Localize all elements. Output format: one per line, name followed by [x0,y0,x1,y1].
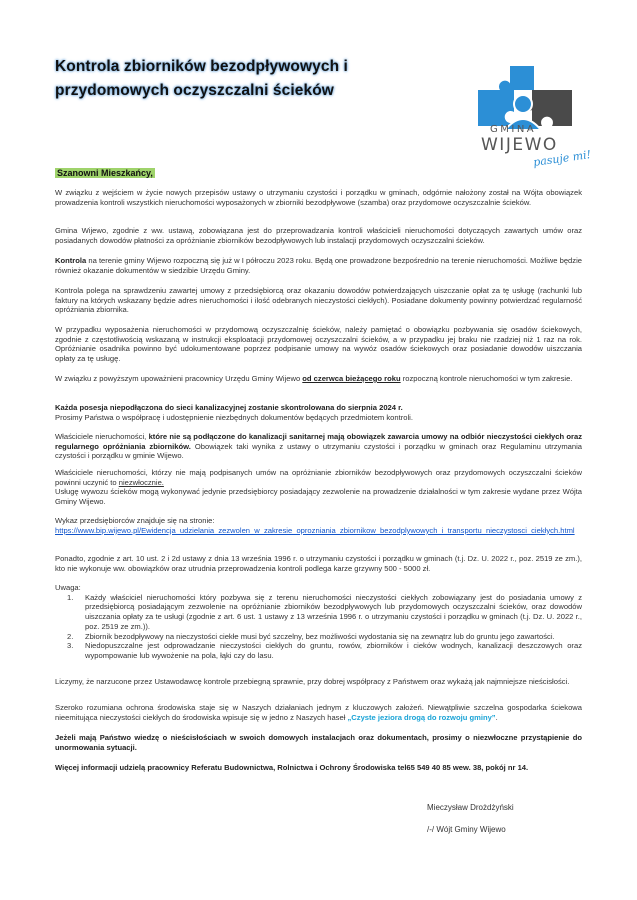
paragraph-6-post: rozpoczną kontrole nieruchomości w tym zakresie. [400,374,573,383]
paragraph-9-pre: Właściciele nieruchomości, którzy nie mają podpisanych umów na opróżnianie zbiorników bezodpływowych oraz przydomowych oczyszczalni ścieków powinni uczynić to [55,468,582,487]
paragraph-2-text: Gmina Wijewo, zgodnie z ww. ustawą, zobowiązana jest do przeprowadzania kontroli właścicieli nieruchomości dotyczących zawartych umów oraz posiadanych dowodów płatności za opróżnianie zbiorników bezodpływowych lub instalacji przydomowych oczyszczalni ścieków. [55,226,582,245]
paragraph-7-rest: Prosimy Państwa o współpracę i udostępnienie niezbędnych dokumentów będących przedmiotem kontroli. [55,412,413,422]
note-text: Każdy właściciel nieruchomości który pozbywa się z terenu nieruchomości nieczystości ciekłych zobowiązany jest do posiadania umowy z przedsiębiorcą posiadającym zezwolenie na opróżnianie zbiorników bezodpływowych lub przydomowych oczyszczalni ścieków, oraz dowodów uiszczania opłaty za te usługi (zgodnie z art. 6 ust. 1 ustawy z 13 września 1996 r. o utrzymaniu czystości i porządku w gminach (t.j. Dz. U. 2022 r., poz. 2519 ze zm.)). [85,592,582,631]
note-number: 3. [67,641,74,651]
paragraph-11-text: Ponadto, zgodnie z art. 10 ust. 2 i 2d ustawy z dnia 13 września 1996 r. o utrzymaniu czystości i porządku w gminach (t.j. Dz. U. 2022 r., poz. 2519 ze zm.), kto nie wykonuje ww. obowiązków oraz utrudnia przeprowadzenia kontroli podlega karze grzywny 500 - 5000 zł. [55,554,582,573]
paragraph-4 [55,286,582,315]
paragraph-1 [55,188,582,207]
paragraph-2 [55,226,582,245]
greeting: Szanowni Mieszkańcy, [57,168,153,178]
note-item [55,593,582,632]
paragraph-3-bold: Kontrola [55,256,87,265]
paragraph-8-post: Obowiązek taki wynika z ustawy o utrzymaniu czystości i porządku w gminach oraz Regulaminu utrzymania czystości i porządku w gminie Wijewo. [55,441,582,461]
paragraph-9-line2: Usługę wywozu ścieków mogą wykonywać jedynie przedsiębiorcy posiadający zezwolenie na prowadzenie działalności w tym zakresie wydane przez Wójta Gminy Wijewo. [55,487,582,507]
paragraph-10-text: Wykaz przedsiębiorców znajduje się na stronie: [55,516,215,525]
paragraph-13-post: . [495,712,498,722]
paragraph-14-text: Jeżeli mają Państwo wiedzę o nieścisłościach w swoich domowych instalacjach oraz dokumentach, prosimy o niezwłoczne przystąpienie do unormowania sytuacji. [55,733,582,752]
paragraph-12-text: Liczymy, że narzucone przez Ustawodawcę kontrole przebiegną sprawnie, przy dobrej współpracy z Państwem oraz wykażą jak najmniejsze nieścisłości. [55,677,570,686]
paragraph-11 [55,554,582,573]
paragraph-13-pre: Szeroko rozumiana ochrona środowiska staje się w Naszych działaniach jednym z kluczowych założeń. Niewątpliwie szczelna gospodarka ściekowa nieemitująca nieczystości ciekłych do środowiska wpisuje się w jedno z Naszych haseł [55,703,582,722]
note-number: 1. [67,592,74,602]
title-line-2: przydomowych oczyszczalni ścieków [55,82,334,99]
notes-heading: Uwaga: [55,583,81,592]
paragraph-7-bold: Każda posesja niepodłączona do sieci kanalizacyjnej zostanie skontrolowana do sierpnia 2024 r. [55,403,403,412]
paragraph-6-date: od czerwca bieżącego roku [302,374,401,383]
paragraph-5-text: W przypadku wyposażenia nieruchomości w przydomową oczyszczalnię ścieków, należy pamiętać o obowiązku pozbywania się osadów ściekowych, zgodnie z częstotliwością wskazaną w instrukcji eksploatacji przydomowej oczyszczalni ścieków, a w przypadku jej braku nie rzadziej niż 1 raz na rok. Opróżnianie osadnika powinno być udokumentowane poprzez podpisanie umowy na wywóz osadów ściekowych oraz posiadanie dowodów uiszczania opłaty za tę usługę. [55,325,582,364]
paragraph-9 [55,468,582,507]
campaign-slogan: „Czyste jeziora drogą do rozwoju gminy” [347,712,496,722]
paragraph-8 [55,432,582,461]
paragraph-13 [55,703,582,722]
notes-section [55,583,582,661]
paragraph-8-bold: które nie są podłączone do kanalizacji sanitarnej mają obowiązek zawarcia umowy na odbiór nieczystości ciekłych oraz regularnego opróżniania zbiorników. [55,432,583,451]
paragraph-3-rest: na terenie gminy Wijewo rozpoczną się już w I półroczu 2023 roku. Będą one prowadzone bezpośrednio na terenie nieruchomości. Możliwe będzie również okazanie dokumentów w siedzibie Urzędu Gminy. [55,256,582,275]
logo-word-gmina: GMINA [490,124,537,135]
paragraph-10 [55,516,582,535]
paragraph-4-text: Kontrola polega na sprawdzeniu zawartej umowy z przedsiębiorcą oraz okazaniu dowodów potwierdzających uiszczanie opłat za tę usługę (rachunki lub faktury na których wskazany będzie adres nieruchomości i ilość odebranych nieczystości ciekłych). Posiadane dokumenty powinny potwierdzać regularność opróżniania zbiornika. [55,286,582,315]
paragraph-7 [55,403,582,422]
note-item [55,641,582,660]
logo-word-wijewo: WIJEWO [481,135,558,155]
paragraph-9-underlined: niezwłocznie. [118,477,164,487]
paragraph-14 [55,733,582,752]
logo-slogan: pasuje mi! [532,148,592,169]
paragraph-5 [55,325,582,364]
signature-name: Mieczysław Drożdżyński [427,803,514,812]
paragraph-3 [55,256,582,275]
signature-role: /-/ Wójt Gminy Wijewo [427,825,506,834]
paragraph-1-text: W związku z wejściem w życie nowych przepisów ustawy o utrzymaniu czystości i porządku w gminach, odgórnie nałożony został na Wójta obowiązek prowadzenia kontroli wszystkich nieruchomości wyposażonych w zbiorniki bezodpływowe (szamba) oraz przydomowe oczyszczalnie ścieków. [55,188,582,207]
note-item [55,632,582,642]
note-text: Zbiornik bezodpływowy na nieczystości ciekłe musi być szczelny, bez możliwości wydostania się na zewnątrz lub do gruntu jego zawartości. [85,631,555,641]
paragraph-8-pre: Właściciele nieruchomości, [55,432,149,441]
paragraph-12 [55,677,582,687]
paragraph-15 [55,763,582,773]
title-line-1: Kontrola zbiorników bezodpływowych i [55,58,348,75]
contact-info: Więcej informacji udzielą pracownicy Referatu Budownictwa, Rolnictwa i Ochrony Środowiska tel65 549 40 85 wew. 38, pokój nr 14. [55,763,529,772]
bip-register-link[interactable]: https://www.bip.wijewo.pl/Ewidencja_udzielania_zezwolen_w_zakresie_oprozniania_zbiornikow_bezodplywowych_i_transportu_nieczystosci_ciekłych.html [55,525,575,535]
note-number: 2. [67,631,74,641]
paragraph-6 [55,374,582,384]
note-text: Niedopuszczalne jest odprowadzanie nieczystości ciekłych do gruntu, rowów, zbiorników i cieków wodnych, kanalizacji deszczowych oraz wypompowanie lub wywożenie na pola, łąki czy do lasu. [85,641,582,660]
paragraph-6-pre: W związku z powyższym upoważnieni pracownicy Urzędu Gminy Wijewo [55,374,303,383]
